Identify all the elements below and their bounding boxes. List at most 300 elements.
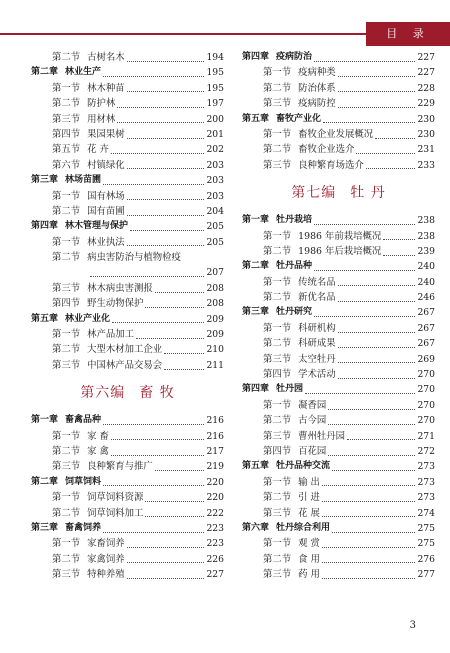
toc-section-entry[interactable] (242, 567, 435, 582)
leader-dots (328, 408, 415, 410)
leader-dots (111, 438, 205, 440)
entry-page: 203 (206, 175, 224, 187)
entry-page: 231 (417, 144, 435, 156)
entry-title: 野生动物保护 (87, 298, 144, 310)
leader-dots (383, 238, 415, 240)
leader-dots (111, 454, 205, 456)
leader-dots (322, 515, 416, 517)
entry-page: 240 (417, 261, 435, 273)
leader-dots (90, 275, 204, 277)
entry-title: 畜牧产业化 (276, 113, 322, 124)
entry-title: 林木管理与保护 (65, 221, 129, 232)
entry-page: 270 (417, 384, 435, 396)
toc-section-entry[interactable] (31, 127, 224, 142)
entry-page: 267 (417, 338, 435, 350)
leader-dots (155, 469, 205, 471)
leader-dots (338, 90, 416, 92)
leader-dots (127, 198, 205, 200)
entry-label: 第一节 (263, 322, 292, 334)
toc-chapter-entry[interactable] (31, 312, 224, 327)
leader-dots (127, 561, 205, 563)
entry-title: 花 卉 (87, 144, 109, 156)
entry-page: 240 (417, 276, 435, 288)
leader-dots (323, 121, 415, 123)
entry-title: 牡丹综合利用 (276, 522, 331, 533)
entry-page: 228 (417, 82, 435, 94)
toc-section-entry[interactable] (31, 342, 224, 357)
entry-label: 第二节 (52, 205, 81, 217)
toc-section-entry[interactable] (31, 250, 224, 265)
entry-title: 牡丹栽培 (276, 215, 313, 226)
toc-section-entry[interactable] (31, 96, 224, 111)
toc-section-entry[interactable] (242, 444, 435, 459)
leader-dots (338, 106, 416, 108)
entry-label: 第三节 (52, 282, 81, 294)
entry-title: 家 禽 (87, 445, 109, 457)
toc-chapter-entry[interactable] (31, 173, 224, 188)
entry-label: 第一节 (263, 230, 292, 242)
entry-label: 第二节 (52, 553, 81, 565)
entry-title: 凝香园 (298, 399, 327, 411)
leader-dots (328, 454, 415, 456)
entry-label: 第一章 (242, 215, 270, 226)
entry-title: 百花园 (298, 445, 327, 457)
entry-label: 第二节 (263, 553, 292, 565)
entry-title: 疫病种类 (298, 67, 336, 79)
toc-right-column (242, 50, 435, 583)
leader-dots (103, 531, 204, 533)
entry-label: 第一节 (52, 190, 81, 202)
entry-label: 第二节 (52, 252, 81, 264)
entry-title: 特种养殖 (87, 569, 125, 581)
entry-label: 第一节 (52, 329, 81, 341)
leader-dots (136, 337, 204, 339)
entry-title: 饲草饲料资源 (87, 492, 144, 504)
leader-dots (155, 291, 205, 293)
entry-title: 1986 年后栽培概况 (298, 245, 382, 257)
leader-dots (127, 244, 205, 246)
entry-label: 第三节 (263, 98, 292, 110)
entry-title: 村镇绿化 (87, 159, 125, 171)
toc-section-entry[interactable] (242, 398, 435, 413)
entry-label: 第一节 (263, 67, 292, 79)
entry-title: 林业产业化 (65, 313, 111, 324)
entry-page: 205 (206, 236, 224, 248)
leader-dots (127, 90, 205, 92)
entry-label: 第三章 (31, 175, 59, 186)
entry-label: 第二章 (31, 476, 59, 487)
leader-dots (338, 300, 416, 302)
toc-section-entry[interactable] (242, 367, 435, 382)
entry-label: 第一节 (263, 276, 292, 288)
entry-page: 202 (206, 144, 224, 156)
leader-dots (338, 361, 416, 363)
toc-section-entry[interactable] (31, 81, 224, 96)
entry-page: 270 (417, 399, 435, 411)
leader-dots (103, 75, 204, 77)
leader-dots (322, 561, 416, 563)
entry-page: 203 (206, 159, 224, 171)
toc-section-entry[interactable] (31, 459, 224, 474)
leader-dots (127, 546, 205, 548)
entry-title: 学术活动 (298, 369, 336, 381)
edition-title: 畜 牧 (139, 385, 175, 402)
entry-page: 209 (206, 329, 224, 341)
entry-label: 第四节 (52, 298, 81, 310)
entry-label: 第三节 (52, 113, 81, 125)
entry-page: 267 (417, 307, 435, 319)
leader-dots (338, 346, 416, 348)
entry-label: 第一节 (52, 538, 81, 550)
toc-chapter-entry[interactable] (242, 521, 435, 536)
entry-title: 林产品加工 (87, 329, 135, 341)
entry-page: 223 (206, 522, 224, 534)
entry-title: 畜禽品种 (65, 415, 102, 426)
leader-dots (332, 531, 415, 533)
toc-chapter-entry[interactable] (242, 50, 435, 65)
entry-page: 220 (206, 492, 224, 504)
entry-label: 第一章 (31, 415, 59, 426)
toc-section-entry[interactable] (242, 81, 435, 96)
entry-page: 227 (206, 569, 224, 581)
entry-label: 第二节 (263, 144, 292, 156)
toc-section-entry[interactable] (31, 204, 224, 219)
leader-dots (332, 469, 415, 471)
entry-page: 275 (417, 522, 435, 534)
toc-chapter-entry[interactable] (31, 219, 224, 234)
entry-label: 第三节 (263, 430, 292, 442)
toc-section-entry[interactable] (242, 490, 435, 505)
entry-page: 229 (417, 98, 435, 110)
leader-dots (111, 152, 205, 154)
toc-chapter-entry[interactable] (242, 112, 435, 127)
toc-section-entry[interactable] (31, 189, 224, 204)
leader-dots (338, 284, 416, 286)
leader-dots (322, 546, 416, 548)
toc-left-column (31, 50, 224, 583)
toc-section-entry[interactable] (242, 552, 435, 567)
entry-page: 226 (206, 553, 224, 565)
leader-dots (322, 577, 416, 579)
entry-title: 花 展 (298, 507, 320, 519)
entry-label: 第四章 (242, 52, 270, 62)
edition-heading (31, 373, 224, 413)
leader-dots (164, 352, 204, 354)
entry-page: 194 (206, 52, 224, 63)
entry-label: 第四节 (263, 445, 292, 457)
toc-section-entry[interactable] (242, 275, 435, 290)
entry-label: 第五章 (242, 113, 270, 124)
toc-section-entry[interactable] (31, 142, 224, 157)
leader-dots (338, 377, 416, 379)
leader-dots (117, 106, 204, 108)
leader-dots (164, 368, 204, 370)
entry-label: 第二节 (263, 338, 292, 350)
entry-label: 第一节 (263, 538, 292, 550)
entry-label: 第三节 (52, 461, 81, 473)
entry-page: 223 (206, 538, 224, 550)
entry-page: 222 (206, 507, 224, 519)
entry-page: 274 (417, 507, 435, 519)
leader-dots (356, 152, 415, 154)
entry-label: 第三节 (52, 359, 81, 371)
entry-title: 防治体系 (298, 82, 336, 94)
entry-title: 家畜饲养 (87, 538, 125, 550)
entry-title: 病虫害防治与植物检疫 (87, 252, 181, 264)
entry-title: 太空牡丹 (298, 353, 336, 365)
entry-label: 第一节 (263, 476, 292, 488)
entry-label: 第四节 (52, 128, 81, 140)
entry-title: 林业执法 (87, 236, 125, 248)
entry-title: 传统名品 (298, 276, 336, 288)
entry-page: 201 (206, 128, 224, 140)
toc-chapter-entry[interactable] (242, 305, 435, 320)
entry-label: 第三章 (31, 522, 59, 533)
entry-page: 230 (417, 128, 435, 140)
toc-section-entry[interactable] (31, 567, 224, 582)
entry-label: 第五章 (242, 461, 270, 472)
leader-dots (305, 392, 415, 394)
entry-page: 207 (206, 267, 224, 279)
toc-section-entry[interactable] (242, 158, 435, 173)
toc-section-entry[interactable] (242, 142, 435, 157)
entry-page: 204 (206, 205, 224, 217)
entry-title: 国有苗圃 (87, 205, 125, 217)
edition-label: 第七编 (291, 185, 337, 202)
entry-title: 国有林场 (87, 190, 125, 202)
entry-label: 第五章 (31, 313, 59, 324)
entry-label: 第二节 (263, 415, 292, 427)
entry-label: 第一节 (263, 399, 292, 411)
leader-dots (145, 500, 204, 502)
toc-section-entry[interactable] (31, 296, 224, 311)
entry-label: 第五节 (52, 144, 81, 156)
toc-section-entry[interactable] (31, 429, 224, 444)
toc-section-entry[interactable] (242, 321, 435, 336)
entry-page: 210 (206, 344, 224, 356)
entry-page: 220 (206, 476, 224, 488)
entry-title: 科研机构 (298, 322, 336, 334)
entry-label: 第二节 (263, 245, 292, 257)
entry-page: 275 (417, 538, 435, 550)
toc-section-entry[interactable] (242, 65, 435, 80)
entry-page: 208 (206, 298, 224, 310)
entry-title: 牡丹品种 (276, 261, 313, 272)
entry-page: 271 (417, 430, 435, 442)
toc-section-entry[interactable] (242, 352, 435, 367)
leader-dots (117, 121, 204, 123)
entry-title: 饲草饲料加工 (87, 507, 144, 519)
entry-label: 第二章 (31, 67, 59, 78)
entry-page: 203 (206, 190, 224, 202)
entry-title: 科研成果 (298, 338, 336, 350)
entry-page: 238 (417, 230, 435, 242)
leader-dots (314, 223, 415, 225)
entry-title: 观 赏 (298, 538, 320, 550)
toc-section-entry[interactable] (31, 552, 224, 567)
entry-page: 227 (417, 67, 435, 79)
toc-section-entry[interactable] (31, 358, 224, 373)
leader-dots (322, 500, 416, 502)
entry-page: 209 (206, 313, 224, 325)
entry-title: 曹州牡丹园 (298, 430, 346, 442)
leader-dots (338, 75, 416, 77)
entry-label: 第六节 (52, 159, 81, 171)
entry-page: 239 (417, 245, 435, 257)
toc-section-entry[interactable] (31, 327, 224, 342)
leader-dots (328, 423, 415, 425)
leader-dots (130, 229, 204, 231)
toc-section-entry[interactable] (31, 265, 224, 280)
entry-title: 引 进 (298, 492, 320, 504)
entry-label: 第四章 (242, 384, 270, 395)
toc-section-entry[interactable] (242, 290, 435, 305)
entry-label: 第三节 (263, 159, 292, 171)
toc-section-entry[interactable] (31, 490, 224, 505)
page-number: 3 (409, 620, 416, 631)
leader-dots (375, 137, 415, 139)
leader-dots (127, 214, 205, 216)
leader-dots (314, 269, 415, 271)
entry-label: 第二节 (52, 98, 81, 110)
entry-title: 林业生产 (65, 67, 102, 78)
entry-page: 273 (417, 492, 435, 504)
toc-section-entry[interactable] (31, 506, 224, 521)
entry-label: 第三节 (263, 353, 292, 365)
leader-dots (338, 331, 416, 333)
entry-page: 238 (417, 215, 435, 227)
entry-title: 牡丹园 (276, 384, 304, 395)
toc-chapter-entry[interactable] (242, 259, 435, 274)
entry-title: 良种繁育与推广 (87, 461, 153, 473)
entry-title: 大型木材加工企业 (87, 344, 163, 356)
edition-title: 牡 丹 (350, 185, 386, 202)
toc-section-entry[interactable] (31, 281, 224, 296)
entry-title: 畜牧企业发展概况 (298, 128, 374, 140)
entry-label: 第四章 (31, 221, 59, 232)
entry-title: 牡丹品种交流 (276, 461, 331, 472)
edition-label: 第六编 (80, 385, 126, 402)
toc-chapter-entry[interactable] (31, 413, 224, 428)
toc-section-entry[interactable] (31, 444, 224, 459)
entry-page: 216 (206, 430, 224, 442)
entry-page: 195 (206, 67, 224, 79)
entry-label: 第二节 (52, 445, 81, 457)
leader-dots (145, 515, 204, 517)
entry-page: 230 (417, 113, 435, 125)
entry-page: 273 (417, 461, 435, 473)
toc-section-entry[interactable] (242, 429, 435, 444)
entry-title: 饲草饲料 (65, 476, 102, 487)
toc-chapter-entry[interactable] (31, 65, 224, 80)
toc-section-entry[interactable] (31, 112, 224, 127)
entry-page: 277 (417, 569, 435, 581)
entry-page: 208 (206, 282, 224, 294)
entry-title: 中国林产品交易会 (87, 359, 163, 371)
toc-section-entry[interactable] (242, 536, 435, 551)
entry-label: 第二节 (52, 507, 81, 519)
entry-title: 用材林 (87, 113, 116, 125)
leader-dots (103, 484, 204, 486)
leader-dots (366, 167, 416, 169)
entry-title: 疫病防治 (276, 52, 313, 62)
toc-section-entry[interactable] (242, 229, 435, 244)
entry-page: 273 (417, 476, 435, 488)
leader-dots (314, 60, 415, 62)
leader-dots (127, 577, 205, 579)
leader-dots (347, 438, 415, 440)
leader-dots (103, 183, 204, 185)
toc-section-entry[interactable] (31, 235, 224, 250)
toc-section-entry[interactable] (31, 158, 224, 173)
entry-title: 林木种苗 (87, 82, 125, 94)
leader-dots (322, 484, 416, 486)
entry-page: 205 (206, 221, 224, 233)
toc-section-entry[interactable] (242, 475, 435, 490)
toc-section-entry[interactable] (31, 536, 224, 551)
toc-chapter-entry[interactable] (242, 213, 435, 228)
entry-title: 食 用 (298, 553, 320, 565)
entry-page: 216 (206, 415, 224, 427)
entry-label: 第六章 (242, 522, 270, 533)
entry-label: 第三节 (263, 569, 292, 581)
leader-dots (145, 306, 204, 308)
entry-page: 197 (206, 98, 224, 110)
toc-chapter-entry[interactable] (31, 475, 224, 490)
toc-chapter-entry[interactable] (31, 521, 224, 536)
toc-section-entry[interactable] (242, 413, 435, 428)
entry-title: 林木病虫害测报 (87, 282, 153, 294)
entry-label: 第二节 (263, 82, 292, 94)
entry-title: 疫病防控 (298, 98, 336, 110)
entry-label: 第一节 (52, 236, 81, 248)
toc-chapter-entry[interactable] (242, 382, 435, 397)
toc-header-tab: 目 录 (366, 22, 450, 46)
entry-page: 211 (206, 359, 224, 371)
entry-title: 果园果树 (87, 128, 125, 140)
toc-chapter-entry[interactable] (242, 459, 435, 474)
toc-section-entry[interactable] (242, 96, 435, 111)
entry-title: 畜牧企业选介 (298, 144, 355, 156)
entry-label: 第二节 (263, 292, 292, 304)
entry-label: 第三节 (263, 507, 292, 519)
entry-label: 第二章 (242, 261, 270, 272)
leader-dots (127, 60, 205, 62)
entry-label: 第二节 (263, 492, 292, 504)
toc-section-entry[interactable] (242, 336, 435, 351)
entry-page: 217 (206, 445, 224, 457)
entry-label: 第四节 (263, 369, 292, 381)
edition-heading (242, 173, 435, 213)
entry-page: 270 (417, 415, 435, 427)
entry-title: 古树名木 (87, 52, 125, 63)
entry-title: 药 用 (298, 569, 320, 581)
entry-page: 269 (417, 353, 435, 365)
entry-label: 第一节 (52, 430, 81, 442)
entry-title: 新优名品 (298, 292, 336, 304)
entry-label: 第一节 (52, 492, 81, 504)
entry-title: 牡丹研究 (276, 307, 313, 318)
toc-section-entry[interactable] (242, 244, 435, 259)
toc-section-entry[interactable] (242, 127, 435, 142)
entry-title: 畜禽饲养 (65, 522, 102, 533)
entry-page: 246 (417, 292, 435, 304)
toc-section-entry[interactable] (31, 50, 224, 65)
leader-dots (103, 423, 204, 425)
entry-title: 古今园 (298, 415, 327, 427)
leader-dots (127, 137, 205, 139)
toc-section-entry[interactable] (242, 506, 435, 521)
